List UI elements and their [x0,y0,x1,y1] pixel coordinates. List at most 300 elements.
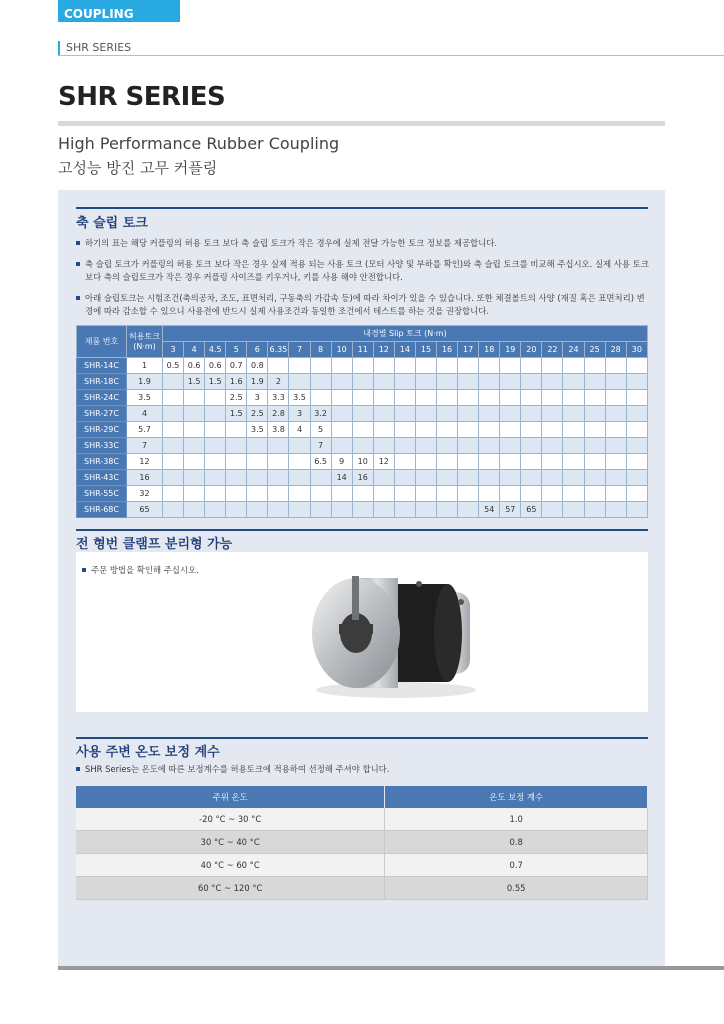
slip-torque-cell [226,486,247,502]
model-cell: SHR-55C [77,486,127,502]
slip-torque-cell [542,502,563,518]
bullet-square-icon [76,262,80,266]
slip-torque-cell: 2.5 [226,390,247,406]
slip-torque-cell [394,454,415,470]
slip-torque-cell [352,390,373,406]
slip-torque-cell: 1.5 [205,374,226,390]
slip-torque-cell [310,358,331,374]
slip-torque-cell [563,438,584,454]
slip-torque-cell [373,422,394,438]
table-row [77,486,648,502]
correction-factor-cell: 1.0 [385,808,648,831]
slip-torque-cell [415,390,436,406]
table-row [77,406,648,422]
slip-torque-cell [373,502,394,518]
slip-torque-cell [479,358,500,374]
slip-torque-cell [563,422,584,438]
bore-size-header: 30 [626,342,647,358]
bore-size-header: 18 [479,342,500,358]
bore-header-row [77,342,648,358]
slip-torque-cell [626,470,647,486]
slip-torque-cell [184,470,205,486]
ambient-temp-cell: -20 °C ~ 30 °C [76,808,385,831]
slip-torque-cell [458,390,479,406]
allowable-torque-cell: 7 [127,438,163,454]
slip-torque-cell [373,438,394,454]
bore-size-header: 15 [415,342,436,358]
slip-torque-cell [163,422,184,438]
slip-torque-cell [268,358,289,374]
bullet-square-icon [76,296,80,300]
slip-torque-cell [415,422,436,438]
slip-torque-cell [500,374,521,390]
bore-size-header: 16 [437,342,458,358]
bullet-square-icon [76,241,80,245]
table-row [76,854,648,877]
allowable-torque-cell: 16 [127,470,163,486]
bore-size-header: 7 [289,342,310,358]
table-row [77,438,648,454]
correction-factor-cell: 0.8 [385,831,648,854]
slip-torque-cell [373,486,394,502]
slip-torque-cell [605,390,626,406]
slip-torque-cell [521,454,542,470]
slip-torque-cell [205,390,226,406]
slip-torque-cell [605,358,626,374]
ambient-temp-cell: 40 °C ~ 60 °C [76,854,385,877]
slip-torque-cell [458,454,479,470]
slip-torque-cell [394,422,415,438]
col-header-bore-group: 내경별 Slip 토크 (N·m) [163,326,648,342]
slip-torque-cell [563,374,584,390]
slip-torque-cell [437,454,458,470]
slip-torque-cell [373,470,394,486]
slip-torque-cell [458,422,479,438]
slip-torque-cell [605,454,626,470]
slip-torque-cell [394,438,415,454]
slip-torque-cell [226,438,247,454]
product-image-box [76,552,648,712]
bore-size-header: 28 [605,342,626,358]
slip-torque-cell [415,486,436,502]
table-row [77,470,648,486]
slip-torque-cell: 14 [331,470,352,486]
slip-torque-cell [542,470,563,486]
slip-torque-cell [352,438,373,454]
slip-torque-cell [205,422,226,438]
slip-torque-cell [394,470,415,486]
slip-torque-cell [584,374,605,390]
slip-torque-cell [626,390,647,406]
slip-torque-cell [605,470,626,486]
category-tag: COUPLING [58,0,180,22]
slip-torque-cell [310,486,331,502]
slip-torque-table [76,325,648,518]
slip-torque-cell [415,358,436,374]
slip-torque-cell [352,422,373,438]
slip-torque-cell [437,470,458,486]
slip-torque-cell: 2.8 [268,406,289,422]
slip-torque-cell: 1.5 [226,406,247,422]
slip-torque-cell [500,358,521,374]
slip-torque-cell [563,486,584,502]
allowable-torque-cell: 1 [127,358,163,374]
slip-torque-cell: 6.5 [310,454,331,470]
slip-torque-cell [247,486,268,502]
slip-torque-cell [289,486,310,502]
temp-section-title: 사용 주변 온도 보정 계수 [76,745,220,760]
slip-torque-cell: 12 [373,454,394,470]
slip-torque-cell [626,358,647,374]
slip-torque-cell [437,374,458,390]
bullet-square-icon [82,568,86,572]
slip-torque-cell [205,454,226,470]
footer-divider [58,966,724,970]
slip-torque-cell: 65 [521,502,542,518]
slip-torque-cell [458,470,479,486]
slip-torque-cell [605,374,626,390]
slip-torque-cell [415,374,436,390]
slip-torque-cell [415,454,436,470]
table-row [77,502,648,518]
bore-size-header: 5 [226,342,247,358]
slip-torque-cell: 1.5 [184,374,205,390]
slip-torque-cell [205,438,226,454]
bore-size-header: 14 [394,342,415,358]
allowable-torque-cell: 5.7 [127,422,163,438]
col-header-model: 제품 번호 [77,326,127,358]
slip-torque-cell [415,438,436,454]
slip-torque-cell [331,358,352,374]
title-underline [58,121,665,126]
slip-torque-cell: 1.9 [247,374,268,390]
slip-bullet: 하기의 표는 해당 커플링의 허용 토크 보다 축 슬립 토크가 작은 경우에 실제 전달 가능한 토크 정보를 제공합니다. [76,237,650,250]
slip-torque-cell [184,486,205,502]
slip-torque-cell [163,502,184,518]
correction-factor-cell: 0.7 [385,854,648,877]
table-row [77,374,648,390]
slip-torque-cell [521,374,542,390]
slip-torque-cell [310,374,331,390]
bore-size-header: 19 [500,342,521,358]
slip-torque-cell [310,502,331,518]
model-cell: SHR-43C [77,470,127,486]
bore-size-header: 22 [542,342,563,358]
slip-torque-cell: 16 [352,470,373,486]
slip-torque-cell [584,470,605,486]
slip-torque-cell [415,470,436,486]
subtitle-english: High Performance Rubber Coupling [58,134,340,153]
slip-torque-cell [626,438,647,454]
model-cell: SHR-27C [77,406,127,422]
bore-size-header: 12 [373,342,394,358]
model-cell: SHR-14C [77,358,127,374]
slip-torque-cell: 3 [289,406,310,422]
table-row [77,422,648,438]
bore-size-header: 4.5 [205,342,226,358]
slip-torque-cell [563,470,584,486]
slip-torque-cell: 0.5 [163,358,184,374]
slip-torque-cell [458,374,479,390]
model-cell: SHR-18C [77,374,127,390]
slip-bullet: 아래 슬립토크는 시험조건(축의공차, 조도, 표면처리, 구동축의 가감속 등)에 따라 차이가 있을 수 있습니다. 또한 체결볼트의 사양 (재질 혹은 표면처리) 변경에 따라 감소할 수 있으니 사용전에 반드시 실제 사용조건과 동일한 조건에서 테스트를 하는 것을 권장합니다. [76,292,650,318]
slip-torque-cell [226,422,247,438]
slip-torque-cell [626,486,647,502]
slip-torque-cell [479,374,500,390]
slip-torque-cell [458,438,479,454]
bore-size-header: 17 [458,342,479,358]
slip-torque-cell [563,406,584,422]
slip-torque-cell: 54 [479,502,500,518]
slip-torque-cell [205,502,226,518]
slip-torque-cell: 10 [352,454,373,470]
slip-torque-cell [542,454,563,470]
slip-torque-cell: 0.8 [247,358,268,374]
slip-torque-cell [605,422,626,438]
slip-torque-cell [500,486,521,502]
bore-size-header: 25 [584,342,605,358]
slip-torque-cell [584,390,605,406]
slip-torque-cell [394,502,415,518]
slip-torque-cell [373,374,394,390]
slip-torque-cell [500,406,521,422]
slip-torque-cell [584,406,605,422]
slip-torque-cell [268,438,289,454]
slip-torque-cell [247,454,268,470]
model-cell: SHR-24C [77,390,127,406]
slip-torque-cell [163,486,184,502]
slip-torque-cell: 3.5 [289,390,310,406]
slip-torque-cell [500,454,521,470]
slip-torque-cell [479,486,500,502]
slip-torque-cell [184,502,205,518]
slip-torque-cell [352,502,373,518]
slip-torque-cell: 3.2 [310,406,331,422]
allowable-torque-cell: 1.9 [127,374,163,390]
slip-torque-cell [268,470,289,486]
slip-torque-cell [458,486,479,502]
bore-size-header: 10 [331,342,352,358]
slip-torque-cell [542,358,563,374]
slip-torque-cell [289,438,310,454]
slip-torque-cell [563,358,584,374]
slip-torque-cell [479,454,500,470]
slip-torque-cell [500,470,521,486]
slip-torque-cell [584,422,605,438]
allowable-torque-cell: 3.5 [127,390,163,406]
temp-bullet: SHR Series는 온도에 따른 보정계수를 허용토크에 적용하여 선정해 주셔야 합니다. [76,763,650,776]
slip-torque-cell [437,390,458,406]
slip-torque-cell [331,486,352,502]
slip-torque-cell: 5 [310,422,331,438]
slip-torque-cell [184,454,205,470]
slip-torque-cell [163,470,184,486]
slip-torque-cell [563,454,584,470]
slip-torque-cell [542,486,563,502]
slip-torque-cell [289,454,310,470]
slip-torque-cell [184,406,205,422]
slip-torque-cell: 3.5 [247,422,268,438]
slip-torque-cell [226,502,247,518]
slip-section-title: 축 슬립 토크 [76,216,148,231]
bore-size-header: 6.35 [268,342,289,358]
slip-torque-cell: 0.6 [205,358,226,374]
slip-torque-cell [205,406,226,422]
slip-torque-cell [542,406,563,422]
slip-torque-cell [458,502,479,518]
slip-torque-cell [289,374,310,390]
allowable-torque-cell: 4 [127,406,163,422]
slip-torque-cell [542,374,563,390]
slip-torque-cell [605,406,626,422]
table-row [76,808,648,831]
clamp-bullet: 주문 방법을 확인해 주십시오. [82,564,382,577]
slip-bullet: 축 슬립 토크가 커플링의 허용 토크 보다 작은 경우 실제 적용 되는 사용 토크 (모터 사양 및 부하를 확인)와 축 슬립 토크를 비교해 주십시오. 실제 사용 토크보다 축의 슬립토크가 작은 경우 커플링 사이즈를 키우거나, 키를 사용 해야 안전합니다. [76,258,650,284]
bullet-square-icon [76,767,80,771]
slip-torque-cell [479,422,500,438]
slip-torque-cell [331,374,352,390]
slip-torque-cell [205,470,226,486]
bore-size-header: 6 [247,342,268,358]
slip-torque-cell: 1.6 [226,374,247,390]
slip-torque-cell [626,454,647,470]
slip-torque-cell [289,358,310,374]
slip-torque-cell: 3.8 [268,422,289,438]
slip-torque-cell [437,502,458,518]
slip-torque-cell [163,406,184,422]
slip-torque-cell [458,358,479,374]
slip-torque-cell: 3 [247,390,268,406]
slip-torque-cell [163,438,184,454]
slip-torque-cell [352,406,373,422]
model-cell: SHR-33C [77,438,127,454]
slip-torque-cell [605,502,626,518]
slip-torque-cell [437,422,458,438]
slip-torque-cell [584,502,605,518]
slip-torque-cell [226,470,247,486]
slip-torque-cell [163,454,184,470]
slip-torque-cell [437,486,458,502]
slip-torque-cell [394,374,415,390]
slip-torque-cell [500,390,521,406]
slip-torque-cell [247,502,268,518]
slip-torque-cell [458,406,479,422]
col-header-factor: 온도 보정 계수 [385,786,648,808]
slip-torque-cell [394,486,415,502]
clamp-section-title: 전 형번 클램프 분리형 가능 [76,537,233,552]
slip-torque-cell [437,358,458,374]
col-header-ambient: 주위 온도 [76,786,385,808]
section-divider [76,737,648,739]
slip-torque-cell: 0.7 [226,358,247,374]
slip-torque-cell: 0.6 [184,358,205,374]
section-divider [76,207,648,209]
slip-torque-cell [205,486,226,502]
slip-torque-cell [521,438,542,454]
slip-torque-cell [521,422,542,438]
slip-torque-cell [437,438,458,454]
model-cell: SHR-29C [77,422,127,438]
slip-torque-cell [310,470,331,486]
allowable-torque-cell: 12 [127,454,163,470]
slip-torque-cell [479,406,500,422]
bore-size-header: 3 [163,342,184,358]
table-row [77,454,648,470]
slip-torque-cell [373,358,394,374]
slip-torque-cell [415,502,436,518]
slip-torque-cell [521,406,542,422]
slip-torque-cell [184,438,205,454]
bore-size-header: 24 [563,342,584,358]
correction-factor-cell: 0.55 [385,877,648,900]
slip-torque-cell [331,502,352,518]
slip-torque-cell [163,390,184,406]
slip-torque-cell [584,486,605,502]
slip-torque-cell [584,358,605,374]
allowable-torque-cell: 65 [127,502,163,518]
series-breadcrumb: SHR SERIES [58,41,131,55]
slip-torque-cell [563,390,584,406]
table-row [77,390,648,406]
slip-torque-cell: 9 [331,454,352,470]
slip-torque-cell [500,438,521,454]
page-title: SHR SERIES [58,82,226,112]
slip-torque-cell [289,470,310,486]
slip-torque-cell: 4 [289,422,310,438]
allowable-torque-cell: 32 [127,486,163,502]
slip-torque-cell [331,406,352,422]
slip-torque-cell [584,438,605,454]
slip-torque-cell [373,390,394,406]
slip-torque-cell [226,454,247,470]
slip-torque-cell [352,358,373,374]
slip-torque-cell [521,470,542,486]
slip-torque-cell [415,406,436,422]
table-row [76,877,648,900]
slip-torque-cell [500,422,521,438]
slip-torque-cell [310,390,331,406]
slip-torque-cell [521,390,542,406]
slip-torque-cell [394,406,415,422]
slip-torque-cell [542,390,563,406]
slip-torque-cell [626,422,647,438]
slip-torque-cell [479,390,500,406]
slip-torque-cell: 3.3 [268,390,289,406]
model-cell: SHR-38C [77,454,127,470]
col-header-torque: 허용토크 (N·m) [127,326,163,358]
slip-torque-cell [331,390,352,406]
slip-torque-cell [247,438,268,454]
slip-torque-cell [331,438,352,454]
slip-torque-cell [268,454,289,470]
section-divider [76,529,648,531]
slip-torque-cell: 2.5 [247,406,268,422]
slip-torque-cell [563,502,584,518]
slip-torque-cell [163,374,184,390]
slip-torque-cell [626,502,647,518]
slip-torque-cell [247,470,268,486]
slip-torque-cell [394,390,415,406]
slip-torque-cell [184,390,205,406]
subtitle-korean: 고성능 방진 고무 커플링 [58,159,218,177]
slip-torque-cell [626,374,647,390]
slip-torque-cell [268,486,289,502]
bore-size-header: 11 [352,342,373,358]
slip-torque-cell [479,438,500,454]
bore-size-header: 20 [521,342,542,358]
slip-torque-cell [605,486,626,502]
slip-torque-cell: 7 [310,438,331,454]
